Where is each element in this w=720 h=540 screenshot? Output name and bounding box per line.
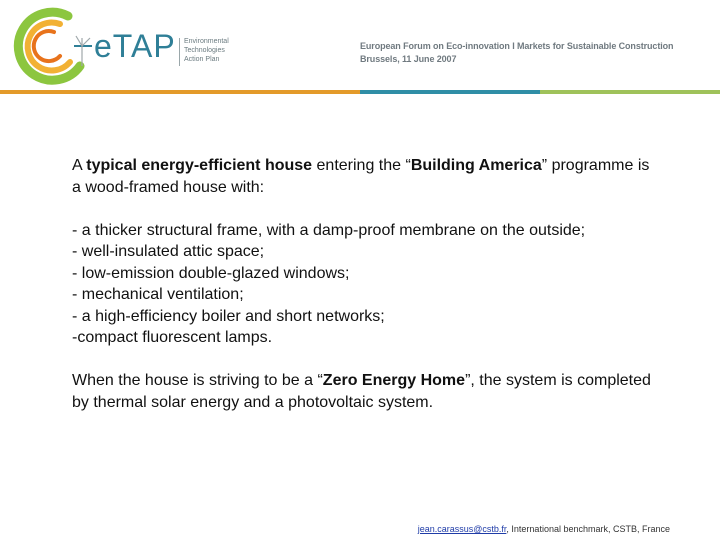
list-item: - a thicker structural frame, with a damp-proof membrane on the outside; bbox=[72, 221, 586, 239]
slide-body bbox=[72, 155, 652, 413]
intro-bold-programme: Building America bbox=[410, 157, 542, 174]
intro-bold-house: typical energy-efficient house bbox=[86, 157, 313, 174]
forum-date-line: Brussels, 11 June 2007 bbox=[360, 54, 457, 64]
etap-subtitle-line: Environmental bbox=[184, 38, 229, 45]
intro-text: A bbox=[72, 157, 87, 174]
list-item: - mechanical ventilation; bbox=[72, 286, 244, 303]
header-band-teal bbox=[360, 90, 540, 94]
forum-title bbox=[360, 40, 673, 66]
etap-subtitle bbox=[184, 37, 229, 64]
etap-wordmark: eTAP bbox=[94, 28, 176, 64]
etap-subtitle-line: Action Plan bbox=[184, 56, 220, 63]
slide-footer bbox=[418, 524, 670, 534]
footer-email-link[interactable]: jean.carassus@cstb.fr bbox=[417, 524, 507, 534]
list-item: - well-insulated attic space; bbox=[72, 243, 265, 260]
forum-title-line1: European Forum on Eco-innovation I Markets for Sustainable Construction bbox=[360, 41, 674, 51]
etap-subtitle-line: Technologies bbox=[184, 47, 225, 54]
zero-energy-bold: Zero Energy Home bbox=[322, 372, 466, 389]
features-list bbox=[72, 220, 652, 349]
list-item: -compact fluorescent lamps. bbox=[72, 329, 273, 346]
zero-energy-paragraph bbox=[72, 370, 652, 413]
intro-text: ” programme is a wood-framed house with: bbox=[72, 157, 650, 196]
list-item: - a high-efficiency boiler and short networks; bbox=[72, 307, 385, 325]
intro-text: entering the “ bbox=[312, 157, 411, 174]
footer-credit: , International benchmark, CSTB, France bbox=[506, 524, 670, 534]
slide-header bbox=[0, 0, 720, 92]
intro-paragraph bbox=[72, 155, 652, 198]
header-band-orange bbox=[0, 90, 360, 94]
zero-energy-text: When the house is striving to be a “ bbox=[72, 372, 323, 389]
header-band-green bbox=[540, 90, 720, 94]
zero-energy-text: ”, the system is completed by thermal solar energy and a photovoltaic system. bbox=[72, 372, 651, 411]
etap-swirl-logo-icon bbox=[8, 6, 98, 86]
list-item: - low-emission double-glazed windows; bbox=[72, 264, 350, 282]
logo-divider bbox=[179, 38, 180, 66]
